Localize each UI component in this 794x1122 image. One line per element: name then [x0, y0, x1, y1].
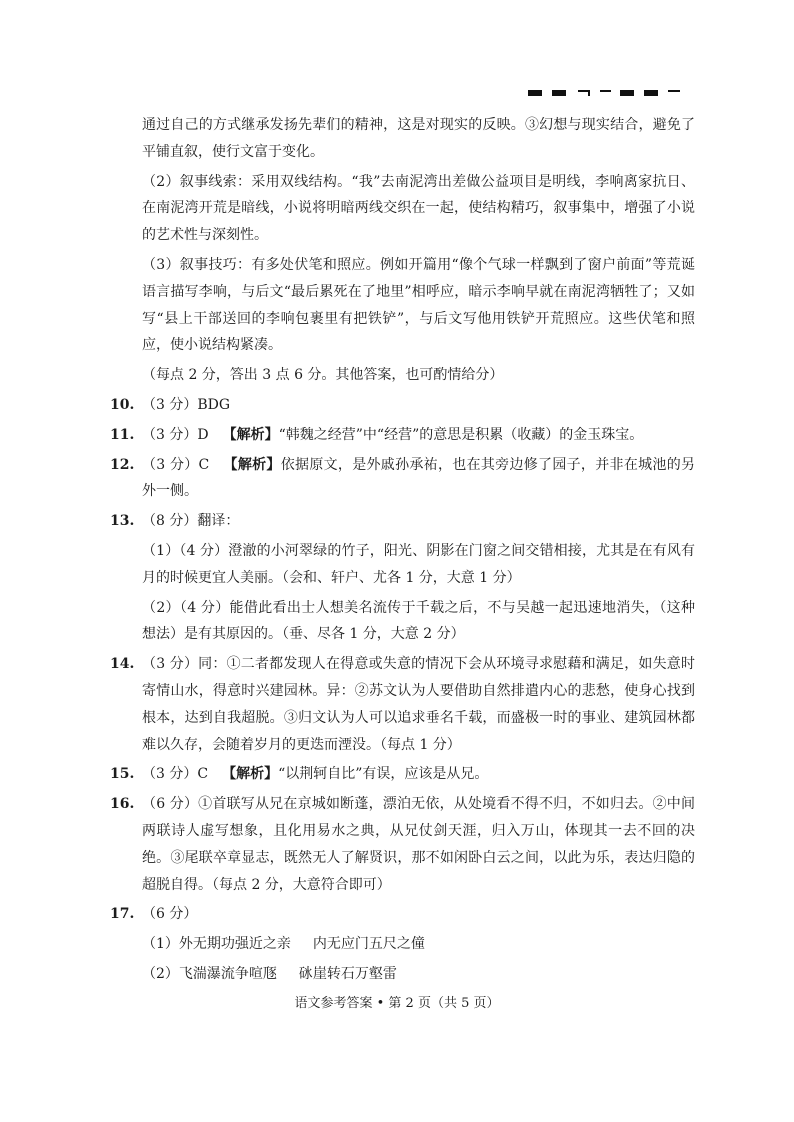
q17-line-1b: 内无应门五尺之僮 — [312, 936, 425, 953]
analysis-tag: 【解析】 — [222, 766, 279, 783]
question-number: 13. — [110, 513, 135, 530]
answer-text: （6 分）①首联写从兄在京城如断蓬，漂泊无依，从处境看不得不归，不如归去。②中间两联诗人虚写想象，且化用易水之典，从兄仗剑天涯，归入万山，体现其一去不回的决绝。③尾联卒章显志，既然无人了解贤识，那不如闲卧白云之间，以此为乐，表达归隐的超脱自得。（每点 2 分，大意符合即可） — [142, 796, 695, 893]
mark-bar — [668, 90, 680, 92]
question-number: 14. — [110, 656, 135, 673]
answer-choice: （3 分）C — [142, 456, 210, 473]
mark-tick — [588, 90, 590, 96]
question-11 — [110, 422, 695, 449]
q9-point-2: （2）叙事线索：采用双线结构。“我”去南泥湾出差做公益项目是明线，李响离家抗日、在南泥湾开荒是暗线，小说将明暗两线交织在一起，使结构精巧，叙事集中，增强了小说的艺术性与深刻性。 — [142, 173, 695, 244]
question-number: 12. — [110, 456, 135, 473]
analysis-text: “韩魏之经营”中“经营”的意思是积累（收藏）的金玉珠宝。 — [278, 426, 644, 443]
q17-subanswers — [110, 931, 695, 988]
q13-sub-1: （1）（4 分）澄澈的小河翠绿的竹子，阳光、阴影在门窗之间交错相接，尤其是在有风有月的时候更宜人美丽。（会和、轩户、尤各 1 分，大意 1 分） — [142, 542, 695, 586]
question-14 — [110, 651, 695, 758]
mark-block — [528, 90, 542, 96]
header-marks — [528, 90, 688, 98]
q9-point-1-cont: 通过自己的方式继承发扬先辈们的精神，这是对现实的反映。③幻想与现实结合，避免了平铺直叙，使行文富于变化。 — [142, 117, 695, 160]
page-footer: 语文参考答案 • 第 2 页（共 5 页） — [294, 996, 500, 1011]
q17-line-1a: （1）外无期功强近之亲 — [142, 936, 291, 953]
question-17 — [110, 901, 695, 928]
answer-content — [110, 112, 695, 991]
question-number: 15. — [110, 766, 135, 783]
q13-subanswers — [110, 538, 695, 648]
q13-sub-2: （2）（4 分）能借此看出士人想美名流传于千载之后，不与吴越一起迅速地消失，（这种想法）是有其原因的。（垂、尽各 1 分，大意 2 分） — [142, 599, 695, 643]
q17-line-2a: （2）飞湍瀑流争喧豗 — [142, 965, 277, 982]
q17-sub-2 — [142, 961, 695, 988]
question-number: 16. — [110, 796, 135, 813]
answer-text: （6 分） — [142, 906, 198, 923]
answer-text: （8 分）翻译： — [142, 513, 240, 530]
question-10 — [110, 392, 695, 419]
analysis-text: “以荆轲自比”有误，应该是从兄。 — [278, 766, 489, 783]
q17-line-2b: 砯崖转石万壑雷 — [298, 965, 397, 982]
q17-sub-1 — [142, 931, 695, 958]
question-13 — [110, 508, 695, 535]
mark-block — [620, 90, 634, 96]
question-number: 10. — [110, 396, 135, 413]
q9-continuation — [110, 112, 695, 389]
mark-block — [552, 90, 566, 96]
q9-scoring-note: （每点 2 分，答出 3 点 6 分。其他答案，也可酌情给分） — [142, 367, 504, 384]
q9-point-3: （3）叙事技巧：有多处伏笔和照应。例如开篇用“像个气球一样飘到了窗户前面”等荒诞语言描写李响，与后文“最后累死在了地里”相呼应，暗示李响早就在南泥湾牺牲了；又如写“县上干部送回的李响包裹里有把铁铲”，与后文写他用铁铲开荒照应。这些伏笔和照应，使小说结构紧凑。 — [142, 256, 695, 354]
question-12 — [110, 452, 695, 506]
analysis-text: 依据原文，是外戚孙承祐，也在其旁边修了园子，并非在城池的另外一侧。 — [142, 456, 695, 500]
mark-bar — [600, 90, 611, 92]
question-number: 11. — [110, 426, 135, 443]
question-16 — [110, 791, 695, 898]
analysis-tag: 【解析】 — [223, 456, 281, 473]
answer-text: （3 分）BDG — [142, 396, 231, 413]
analysis-tag: 【解析】 — [222, 426, 279, 443]
answer-choice: （3 分）C — [142, 766, 209, 783]
answer-choice: （3 分）D — [142, 426, 209, 443]
answer-text: （3 分）同：①二者都发现人在得意或失意的情况下会从环境寻求慰藉和满足，如失意时寄情山水，得意时兴建园林。异：②苏文认为人要借助自然排遣内心的悲愁，使身心找到根本，达到自我超脱。③归文认为人可以追求垂名千载，而盛极一时的事业、建筑园林都难以久存，会随着岁月的更迭而湮没。（每点 1 分） — [142, 656, 695, 753]
question-15 — [110, 761, 695, 788]
mark-block — [644, 90, 658, 96]
question-number: 17. — [110, 906, 135, 923]
